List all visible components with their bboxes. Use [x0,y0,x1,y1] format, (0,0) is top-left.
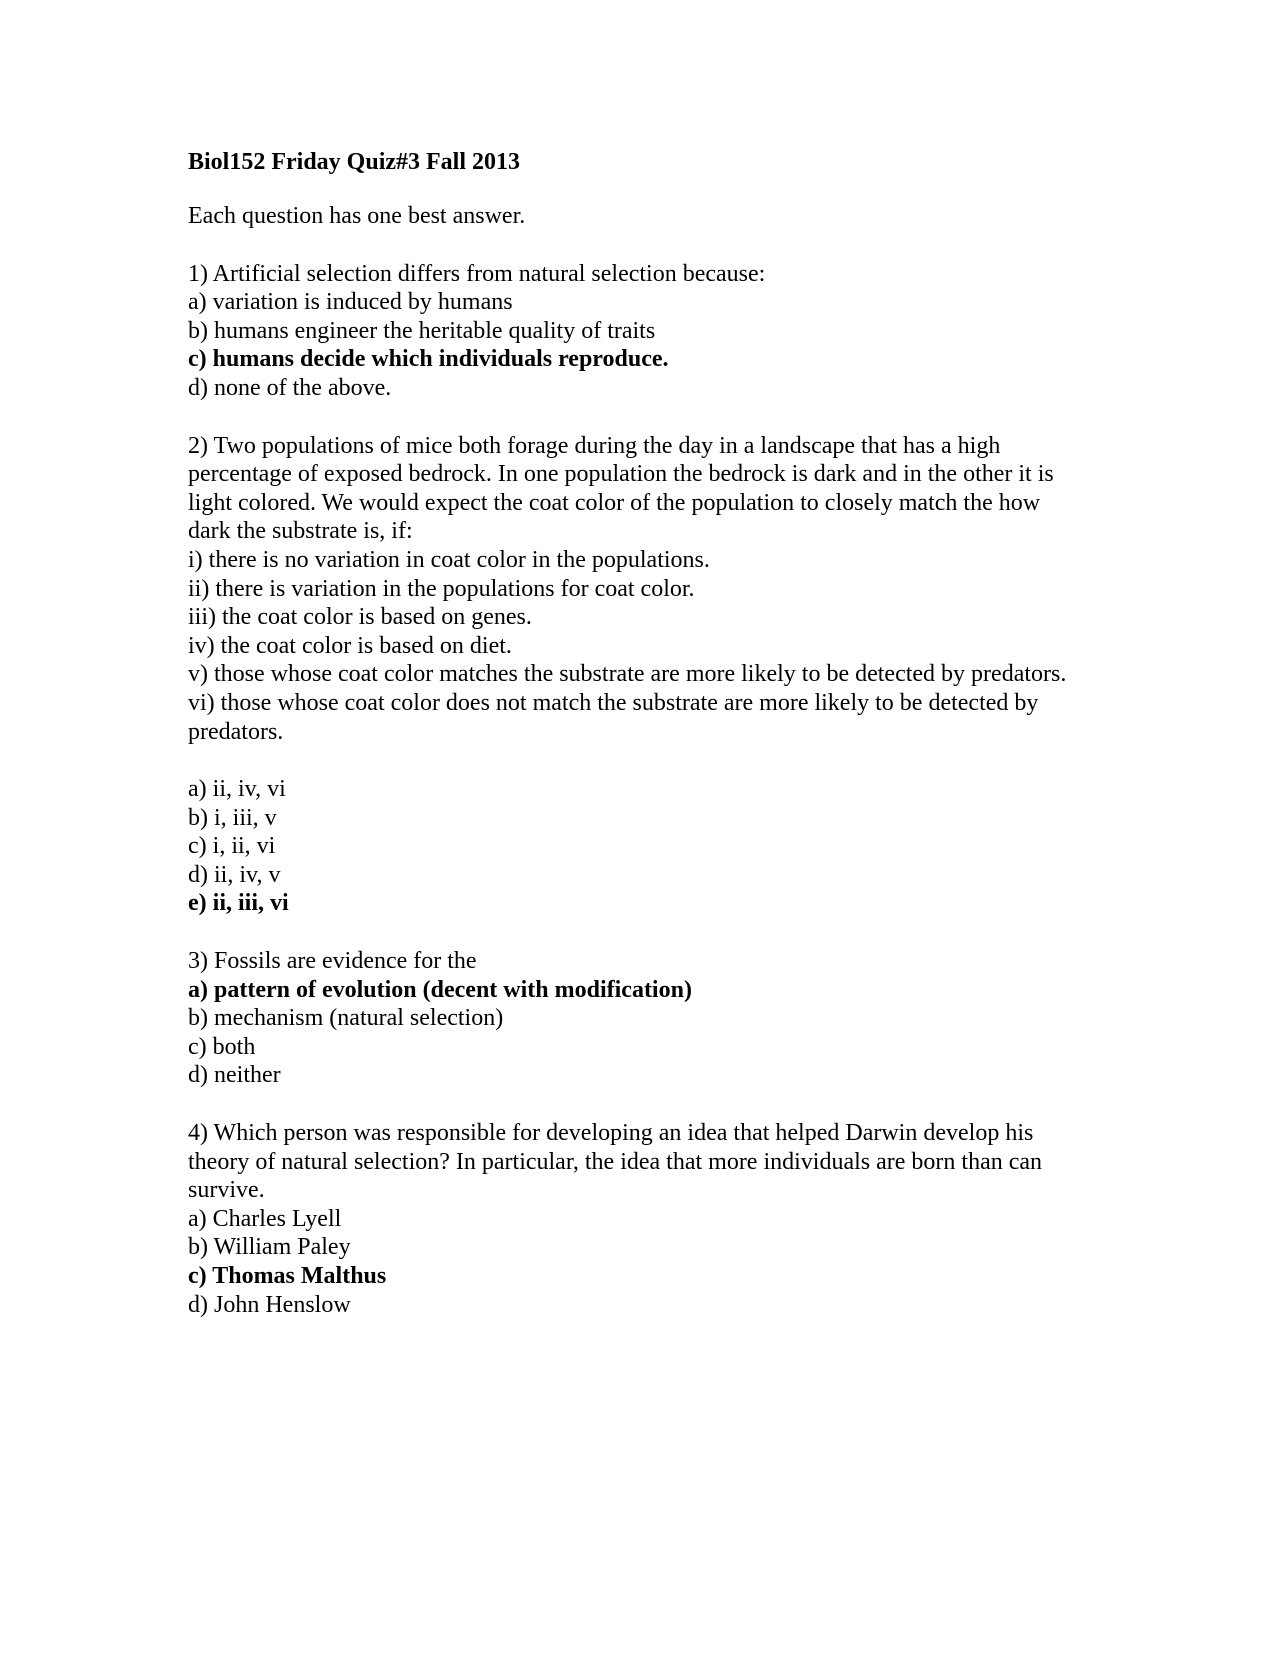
answer-option: b) humans engineer the heritable quality of traits [188,317,656,344]
question-stem: 1) Artificial selection differs from natural selection because: [188,260,766,287]
answer-option: a) variation is induced by humans [188,289,513,316]
question-stem: 3) Fossils are evidence for the [188,948,477,975]
answer-option: b) William Paley [188,1234,351,1261]
statement: ii) there is variation in the populations for coat color. [188,575,695,602]
answer-option: c) i, ii, vi [188,833,276,860]
question-2 [188,432,1200,919]
statement: iv) the coat color is based on diet. [188,632,512,659]
statement: i) there is no variation in coat color in the populations. [188,546,710,573]
page-title: Biol152 Friday Quiz#3 Fall 2013 [188,149,521,175]
instructions: Each question has one best answer. [188,203,526,229]
statement: vi) those whose coat color does not match the substrate are more likely to be detected by predators. [188,689,1039,745]
correct-answer-option: c) Thomas Malthus [188,1263,387,1289]
question-stem: 4) Which person was responsible for developing an idea that helped Darwin develop his theory of natural selection? In particular, the idea that more individuals are born than can survive. [188,1120,1043,1204]
answer-option: d) neither [188,1062,281,1089]
answer-option: d) none of the above. [188,374,392,401]
question-stem: 2) Two populations of mice both forage during the day in a landscape that has a high percentage of exposed bedrock. In one population the bedrock is dark and in the other it is light colored. We would expect the coat color of the population to closely match the how dark the substrate is, if: [188,432,1054,545]
answer-option: d) ii, iv, v [188,861,281,888]
correct-answer-option: c) humans decide which individuals reproduce. [188,346,669,373]
question-4 [188,1119,1200,1319]
answer-option: c) both [188,1033,256,1060]
answer-option: a) Charles Lyell [188,1205,342,1232]
answer-option: d) John Henslow [188,1291,351,1318]
answer-option: b) mechanism (natural selection) [188,1005,504,1032]
question-3 [188,947,1200,1090]
correct-answer-option: a) pattern of evolution (decent with modification) [188,976,692,1003]
answer-option: b) i, iii, v [188,804,277,831]
question-1 [188,260,1200,403]
statement: v) those whose coat color matches the substrate are more likely to be detected by predators. [188,661,1067,688]
answer-option: a) ii, iv, vi [188,776,286,803]
statement: iii) the coat color is based on genes. [188,604,532,631]
correct-answer-option: e) ii, iii, vi [188,890,289,917]
